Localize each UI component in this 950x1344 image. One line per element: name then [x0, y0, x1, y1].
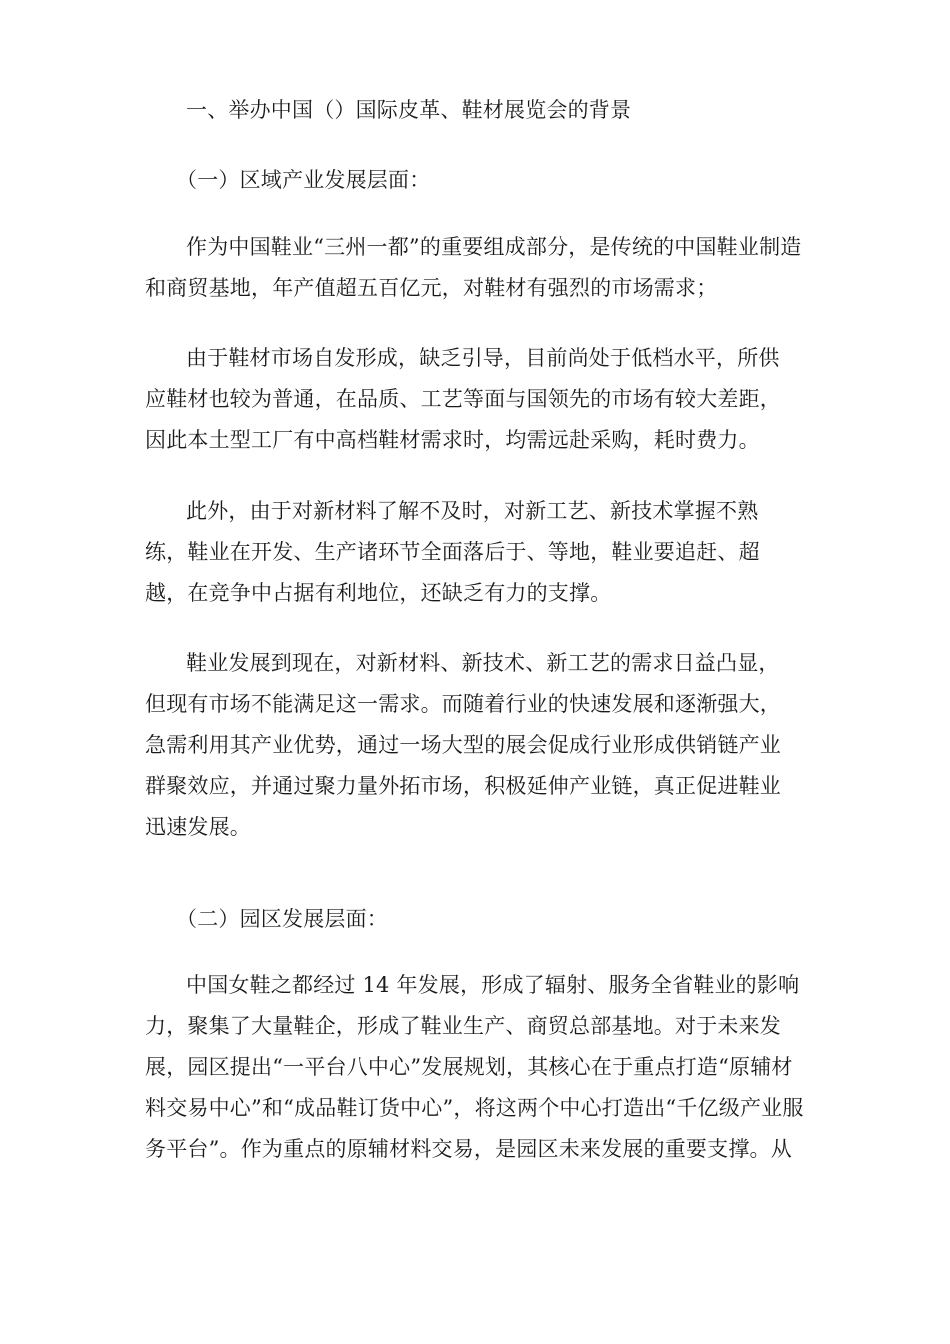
text-line: 作为中国鞋业“三州一都”的重要组成部分，是传统的中国鞋业制造 — [186, 235, 802, 259]
text-line: 群聚效应，并通过聚力量外拓市场，积极延伸产业链，真正促进鞋业 — [145, 774, 781, 798]
text-line: 越，在竞争中占据有利地位，还缺乏有力的支撑。 — [145, 581, 612, 605]
section-title: （一）区域产业发展层面： — [176, 168, 431, 192]
text-line: 应鞋材也较为普通，在品质、工艺等面与国领先的市场有较大差距， — [145, 387, 781, 411]
text-line: 和商贸基地，年产值超五百亿元，对鞋材有强烈的市场需求； — [145, 276, 718, 300]
text-line: 急需利用其产业优势，通过一场大型的展会促成行业形成供销链产业 — [145, 733, 781, 757]
text-line: 迅速发展。 — [145, 815, 251, 839]
text-line: 此外，由于对新材料了解不及时，对新工艺、新技术掌握不熟 — [186, 499, 759, 523]
text-line: 务平台”。作为重点的原辅材料交易，是园区未来发展的重要支撑。从 — [145, 1137, 792, 1161]
text-line: 力，聚集了大量鞋企，形成了鞋业生产、商贸总部基地。对于未来发 — [145, 1014, 781, 1038]
section-title: （二）园区发展层面： — [176, 907, 388, 931]
text-line: 练，鞋业在开发、生产诸环节全面落后于、等地，鞋业要追赶、超 — [145, 540, 760, 564]
text-line: 展，园区提出“一平台八中心”发展规划，其核心在于重点打造“原辅材 — [145, 1055, 793, 1079]
text-line: 料交易中心”和“成品鞋订货中心”，将这两个中心打造出“千亿级产业服 — [145, 1096, 804, 1120]
text-line: 由于鞋材市场自发形成，缺乏引导，目前尚处于低档水平，所供 — [186, 346, 780, 370]
text-line: 但现有市场不能满足这一需求。而随着行业的快速发展和逐渐强大， — [145, 692, 781, 716]
text-line: 中国女鞋之都经过 14 年发展，形成了辐射、服务全省鞋业的影响 — [186, 973, 800, 997]
document-heading: 一、举办中国（）国际皮革、鞋材展览会的背景 — [186, 98, 632, 122]
text-line: 鞋业发展到现在，对新材料、新技术、新工艺的需求日益凸显， — [186, 651, 780, 675]
text-line: 因此本土型工厂有中高档鞋材需求时，均需远赴采购，耗时费力。 — [145, 428, 760, 452]
